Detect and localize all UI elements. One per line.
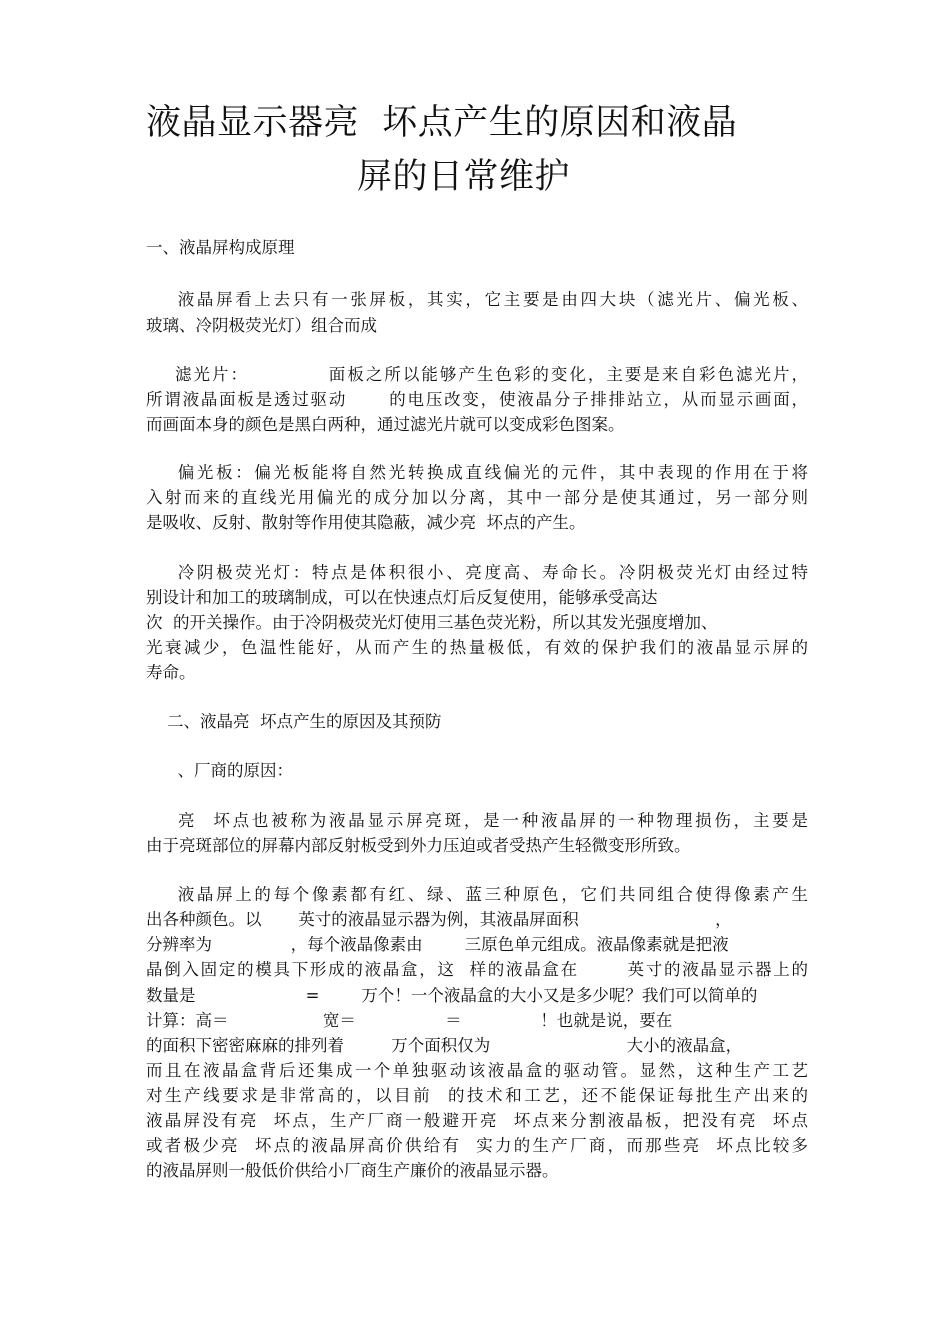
- section-heading-2: 二、液晶亮 坏点产生的原因及其预防: [146, 712, 442, 731]
- paragraph-line: 数量是 = 万个！一个液晶盒的大小又是多少呢？我们可以简单的: [146, 986, 758, 1005]
- paragraph-line: 或者极少亮 坏点的液晶屏高价供给有 实力的生产厂商，而那些亮 坏点比较多: [146, 1136, 808, 1155]
- paragraph-line: 是吸收、反射、散射等作用使其隐蔽，减少亮 坏点的产生。: [146, 513, 586, 532]
- paragraph-line: 的面积下密密麻麻的排列着 万个面积仅为 大小的液晶盒，: [146, 1036, 743, 1055]
- paragraph-line: 分辨率为 ，每个液晶像素由 三原色单元组成。液晶像素就是把液: [146, 935, 729, 954]
- document-title-line-1: 液晶显示器亮 坏点产生的原因和液晶: [146, 103, 738, 143]
- paragraph-line: 计算：高＝ 宽＝ ＝ ！也就是说，要在: [146, 1011, 673, 1030]
- paragraph-line: 对生产线要求是非常高的，以目前 的技术和工艺，还不能保证每批生产出来的: [146, 1086, 808, 1105]
- paragraph-line: 液晶屏看上去只有一张屏板，其实，它主要是由四大块（滤光片、偏光板、: [146, 290, 808, 309]
- paragraph-line: 晶倒入固定的模具下形成的液晶盒，这 样的液晶盒在 英寸的液晶显示器上的: [146, 960, 808, 979]
- paragraph-line: 滤光片： 面板之所以能够产生色彩的变化，主要是来自彩色滤光片，: [146, 365, 808, 384]
- paragraph-line: 光衰减少，色温性能好，从而产生的热量极低，有效的保护我们的液晶显示屏的: [146, 638, 808, 657]
- paragraph-line: 入射而来的直线光用偏光的成分加以分离，其中一部分是使其通过，另一部分则: [146, 488, 808, 507]
- paragraph-line: 所谓液晶面板是透过驱动 的电压改变，使液晶分子排排站立，从而显示画面，: [146, 390, 808, 409]
- paragraph-line: 次 的开关操作。由于冷阴极荧光灯使用三基色荧光粉，所以其发光强度增加、: [146, 613, 718, 632]
- paragraph-line: 冷阴极荧光灯：特点是体积很小、亮度高、寿命长。冷阴极荧光灯由经过特: [146, 563, 808, 582]
- paragraph-line: 液晶屏上的每个像素都有红、绿、蓝三种原色，它们共同组合使得像素产生: [146, 885, 808, 904]
- paragraph-line: 亮 坏点也被称为液晶显示屏亮斑，是一种液晶屏的一种物理损伤，主要是: [146, 811, 808, 830]
- paragraph-line: 而且在液晶盒背后还集成一个单独驱动该液晶盒的驱动管。显然，这种生产工艺: [146, 1061, 808, 1080]
- paragraph-line: 别设计和加工的玻璃制成，可以在快速点灯后反复使用，能够承受高达: [146, 588, 658, 607]
- paragraph-line: 的液晶屏则一般低价供给小厂商生产廉价的液晶显示器。: [146, 1161, 559, 1180]
- paragraph-line: 偏光板：偏光板能将自然光转换成直线偏光的元件，其中表现的作用在于将: [146, 463, 808, 482]
- paragraph-line: 寿命。: [146, 663, 196, 682]
- paragraph-line: 液晶屏没有亮 坏点，生产厂商一般避开亮 坏点来分割液晶板，把没有亮 坏点: [146, 1111, 808, 1130]
- paragraph-line: 出各种颜色。以 英寸的液晶显示器为例，其液晶屏面积 ，: [146, 910, 732, 929]
- document-title-line-2: 屏的日常维护: [357, 157, 571, 197]
- paragraph-line: 而画面本身的颜色是黑白两种，通过滤光片就可以变成彩色图案。: [146, 415, 625, 434]
- subsection-heading: 、厂商的原因：: [146, 761, 293, 780]
- paragraph-line: 玻璃、冷阴极荧光灯）组合而成: [146, 316, 377, 335]
- paragraph-line: 由于亮斑部位的屏幕内部反射板受到外力压迫或者受热产生轻微变形所致。: [146, 836, 691, 855]
- section-heading-1: 一、液晶屏构成原理: [146, 238, 295, 257]
